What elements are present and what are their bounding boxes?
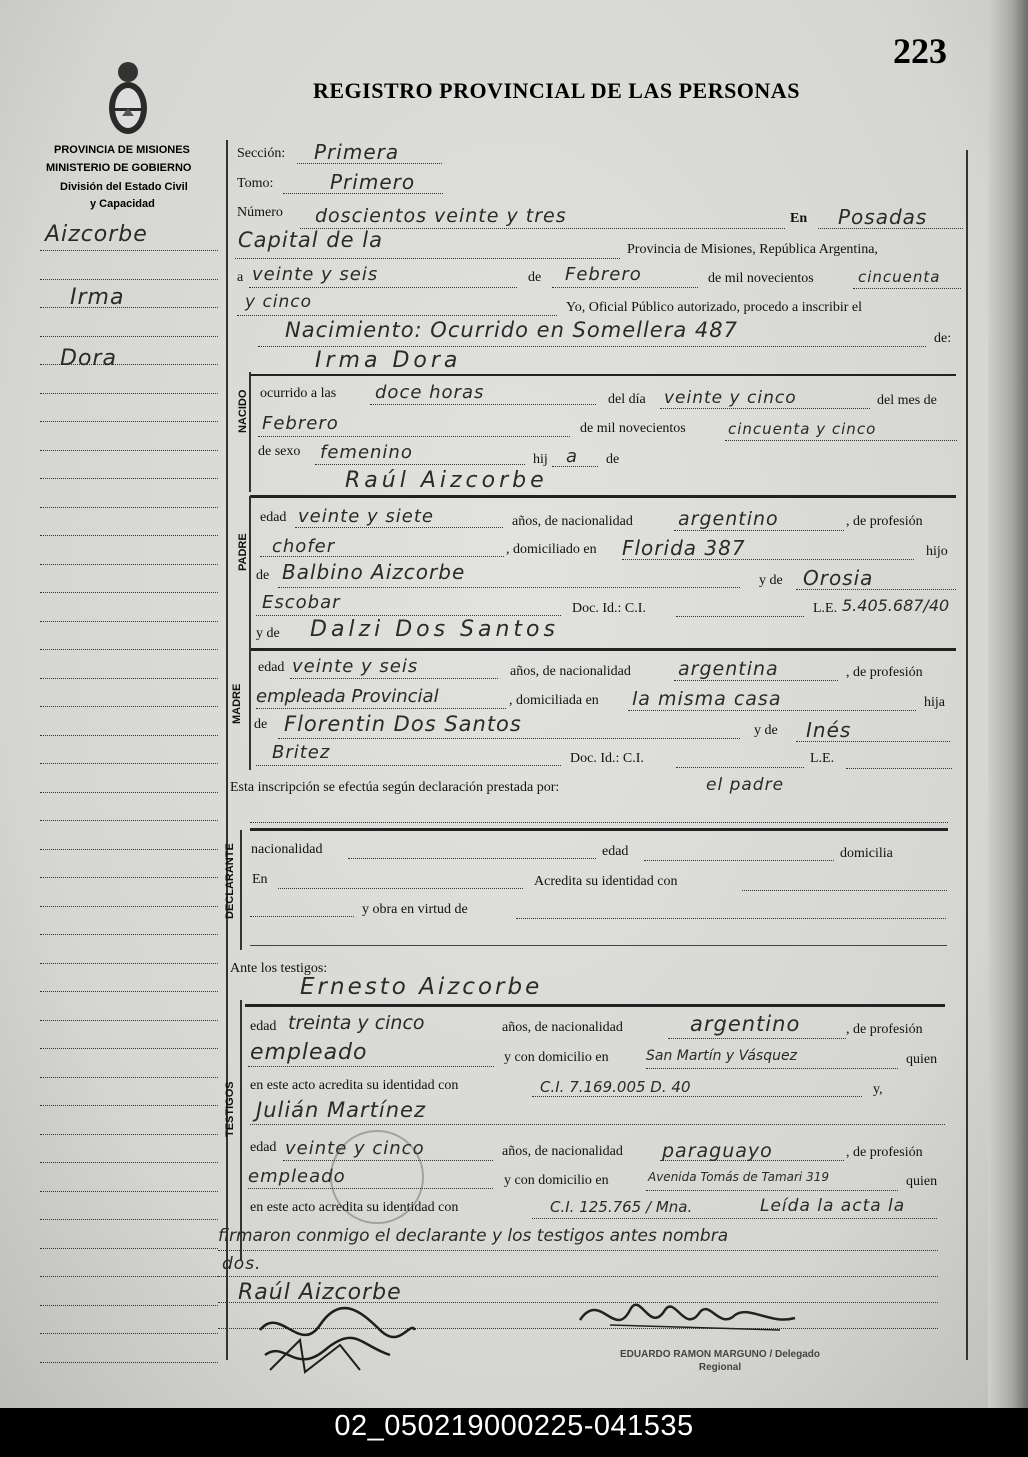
margin-ruled-line (40, 963, 218, 964)
label-de-colon: de: (934, 331, 952, 346)
line-t2-doc (532, 1218, 937, 1219)
line-padre-edad (295, 527, 503, 528)
label-provincia: Provincia de Misiones, República Argentina, (627, 242, 878, 257)
label-hijo: hijo (926, 544, 948, 559)
madre-top-rule (250, 648, 956, 651)
margin-ruled-line (40, 1362, 218, 1363)
nacido-hij: a (566, 446, 579, 467)
page-number: 223 (893, 31, 947, 71)
line-decl-a (250, 916, 354, 917)
madre-nacionalidad: argentina (678, 658, 779, 680)
margin-ruled-line (40, 450, 218, 451)
margin-ruled-line (40, 792, 218, 793)
line-madre-le (846, 768, 952, 769)
side-label-testigos: TESTIGOS (224, 1081, 236, 1137)
margin-ruled-line (40, 649, 218, 650)
line-decl-en (278, 888, 523, 889)
line-acto (258, 346, 926, 347)
line-padre-prof (260, 556, 504, 557)
label-ocurrido: ocurrido a las (260, 386, 337, 401)
line-madre-edad (290, 678, 498, 679)
agency-line-4: y Capacidad (90, 198, 155, 210)
margin-ruled-line (40, 1077, 218, 1078)
madre-madre2: Britez (272, 742, 331, 763)
line-padre-padre (278, 587, 740, 588)
label-padre-profesion: , de profesión (846, 514, 923, 529)
nacido-dia: veinte y cinco (664, 388, 797, 408)
label-seccion: Sección: (237, 146, 286, 161)
declarante-top-rule (250, 828, 948, 831)
margin-ruled-line (40, 250, 218, 251)
declarante-rule (240, 830, 242, 950)
testigo2-doc: C.I. 125.765 / Mna. (550, 1198, 693, 1216)
value-anio: cincuenta (858, 268, 941, 286)
label-decl-en: En (252, 872, 268, 887)
label-padre-yde: y de (759, 573, 783, 588)
label-madre-anios: años, de nacionalidad (510, 664, 631, 679)
nacido-top-rule (250, 374, 956, 376)
padre-madre: Orosia (803, 566, 874, 590)
line-mes (552, 287, 698, 288)
margin-first-name: Irma (70, 285, 125, 310)
label-padre-doc: Doc. Id.: C.I. (572, 601, 646, 616)
margin-surname: Aizcorbe (45, 222, 148, 247)
line-padre-dom (622, 559, 914, 560)
madre-rule (249, 620, 251, 770)
line-madre-nac (674, 680, 838, 681)
label-t2-anios: años, de nacionalidad (502, 1144, 623, 1159)
label-de-mil: de mil novecientos (708, 271, 814, 286)
line-t2-nombre (250, 1124, 945, 1125)
margin-ruled-line (40, 763, 218, 764)
margin-ruled-line (40, 421, 218, 422)
padre-top-rule (250, 495, 956, 498)
value-anio2: y cinco (245, 292, 313, 312)
label-a: a (237, 270, 244, 285)
testigo2-nacionalidad: paraguayo (662, 1140, 773, 1162)
form-left-rule (226, 140, 228, 1360)
line-nac-mes (258, 436, 570, 437)
label-madre-de: de (254, 717, 268, 732)
margin-ruled-line (40, 1162, 218, 1163)
official-signature-icon (570, 1280, 810, 1350)
padre-edad: veinte y siete (298, 506, 434, 527)
line-lugar (235, 258, 620, 259)
side-label-padre: PADRE (237, 533, 249, 571)
testigo1-nombre: Ernesto Aizcorbe (300, 974, 543, 1000)
value-acto: Nacimiento: Ocurrido en Somellera 487 (285, 318, 738, 342)
margin-ruled-line (40, 706, 218, 707)
label-t2-profesion: , de profesión (846, 1145, 923, 1160)
line-t1-dom (646, 1068, 898, 1069)
label-hija: hija (924, 695, 945, 710)
side-label-nacido: NACIDO (237, 389, 249, 433)
margin-ruled-line (40, 934, 218, 935)
value-lugar: Capital de la (238, 228, 383, 252)
line-madre-madre2 (256, 765, 561, 766)
side-label-madre: MADRE (231, 683, 243, 724)
signature-scribbles-icon (240, 1300, 430, 1380)
margin-ruled-line (40, 849, 218, 850)
padre-nacionalidad: argentino (678, 508, 779, 530)
closing-line-2: firmaron conmigo el declarante y los testigos antes nombra (218, 1226, 729, 1246)
margin-second-name: Dora (60, 346, 117, 371)
label-t2-edad: edad (250, 1140, 277, 1155)
label-padre-edad: edad (260, 510, 287, 525)
label-padre-de: de (256, 568, 270, 583)
line-padre-doc (676, 616, 804, 617)
testigo2-nombre: Julián Martínez (256, 1098, 426, 1122)
label-madre-doc: Doc. Id.: C.I. (570, 751, 644, 766)
testigos-top-rule (245, 1004, 945, 1007)
margin-ruled-line (40, 592, 218, 593)
label-decl-acredita: Acredita su identidad con (534, 874, 678, 889)
official-stamp: EDUARDO RAMON MARGUNO / Delegado Regional (620, 1349, 821, 1373)
line-hora (370, 404, 596, 405)
line-madre-doc (676, 767, 804, 768)
label-t1-profesion: , de profesión (846, 1022, 923, 1037)
label-yo: Yo, Oficial Público autorizado, procedo a inscribir el (566, 300, 863, 315)
nacido-hora: doce horas (375, 382, 485, 403)
testigo2-profesion: empleado (248, 1166, 346, 1187)
margin-ruled-line (40, 564, 218, 565)
padre-domicilio: Florida 387 (622, 536, 746, 560)
label-en: En (790, 211, 808, 226)
margin-ruled-line (40, 307, 218, 308)
margin-ruled-line (40, 877, 218, 878)
value-dia: veinte y seis (252, 264, 379, 285)
agency-line-1: PROVINCIA DE MISIONES (54, 144, 190, 156)
margin-ruled-line (40, 820, 218, 821)
testigo2-edad: veinte y cinco (285, 1138, 425, 1159)
margin-ruled-line (40, 678, 218, 679)
line-closing-3 (218, 1276, 938, 1277)
line-t1-doc (532, 1096, 862, 1097)
madre-nombre: Dalzi Dos Santos (310, 617, 559, 642)
value-mes: Febrero (565, 264, 642, 285)
margin-ruled-line (40, 1333, 218, 1334)
margin-ruled-line (40, 991, 218, 992)
value-declarante: el padre (706, 775, 785, 795)
nacido-nombre: Irma Dora (315, 348, 462, 373)
label-madre-profesion: , de profesión (846, 665, 923, 680)
line-nac-anio (725, 440, 957, 441)
label-sexo: de sexo (258, 444, 301, 459)
label-t1-y: y, (873, 1082, 883, 1097)
label-del-dia: del día (608, 392, 646, 407)
margin-ruled-line (40, 1276, 218, 1277)
label-decl-obra: y obra en virtud de (362, 902, 468, 917)
madre-edad: veinte y seis (292, 656, 419, 677)
line-closing-2 (218, 1250, 938, 1251)
line-t1-prof (248, 1066, 494, 1067)
line-t2-nac (660, 1160, 844, 1161)
margin-ruled-line (40, 279, 218, 280)
line-decl-nac (348, 858, 596, 859)
label-decl-nac: nacionalidad (251, 842, 323, 857)
label-t2-dom: y con domicilio en (504, 1173, 609, 1188)
line-sexo (315, 464, 525, 465)
margin-ruled-line (40, 1305, 218, 1306)
label-madre-dom: , domiciliada en (509, 693, 599, 708)
padre-madre2: Escobar (262, 592, 341, 613)
testigos-rule (240, 1000, 242, 1260)
nacido-sexo: femenino (320, 442, 413, 463)
label-decl-domicilia: domicilia (840, 846, 893, 861)
margin-ruled-line (40, 906, 218, 907)
margin-ruled-line (40, 507, 218, 508)
padre-rule (249, 496, 251, 620)
value-tomo: Primero (330, 170, 416, 194)
label-madre-yde: y de (256, 626, 280, 641)
margin-ruled-line (40, 535, 218, 536)
nacido-anio: cincuenta y cinco (728, 420, 877, 438)
value-seccion: Primera (314, 140, 400, 164)
padre-le: 5.405.687/40 (842, 596, 950, 615)
label-hij: hij (533, 452, 548, 467)
agency-line-3: División del Estado Civil (60, 181, 188, 193)
label-del-mes: del mes de (877, 393, 937, 408)
label-t2-quien: quien (906, 1174, 938, 1189)
label-hij-de: de (606, 452, 620, 467)
form-right-rule (966, 150, 968, 1360)
signature-1: Raúl Aizcorbe (238, 1280, 402, 1305)
margin-ruled-line (40, 1134, 218, 1135)
margin-ruled-line (40, 1105, 218, 1106)
testigo1-doc: C.I. 7.169.005 D. 40 (540, 1078, 691, 1096)
margin-ruled-line (40, 1248, 218, 1249)
seal-stamp-icon (330, 1130, 424, 1224)
margin-ruled-line (40, 1219, 218, 1220)
line-decl-edad (644, 860, 834, 861)
madre-padre: Florentin Dos Santos (284, 712, 522, 736)
agency-line-2: MINISTERIO DE GOBIERNO (46, 162, 192, 174)
madre-domicilio: la misma casa (632, 688, 782, 710)
testigo1-profesion: empleado (250, 1040, 368, 1065)
line-hij (552, 466, 598, 467)
margin-ruled-line (40, 1191, 218, 1192)
line-t1-nac (668, 1038, 846, 1039)
testigo1-edad: treinta y cinco (288, 1012, 425, 1034)
madre-madre: Inés (806, 718, 852, 742)
line-declarante-name (250, 822, 948, 823)
testigo2-domicilio: Avenida Tomás de Tamari 319 (648, 1170, 829, 1184)
line-madre-prof (256, 708, 506, 709)
line-t2-dom (646, 1190, 898, 1191)
padre-padre: Balbino Aizcorbe (282, 560, 466, 584)
margin-ruled-line (40, 336, 218, 337)
value-numero: doscientos veinte y tres (315, 205, 567, 227)
label-madre-yde2: y de (754, 723, 778, 738)
margin-ruled-line (40, 478, 218, 479)
label-t1-edad: edad (250, 1019, 277, 1034)
line-decl-obra (516, 918, 946, 919)
label-madre-edad: edad (258, 660, 285, 675)
label-mil-nov: de mil novecientos (580, 421, 686, 436)
label-numero: Número (237, 205, 283, 220)
nacido-mes: Febrero (262, 413, 339, 434)
line-madre-dom (628, 710, 916, 711)
closing-line-1: Leída la acta la (760, 1196, 906, 1216)
label-declaracion: Esta inscripción se efectúa según declaración prestada por: (230, 780, 560, 795)
value-en: Posadas (838, 205, 928, 229)
label-t1-anios: años, de nacionalidad (502, 1020, 623, 1035)
padre-profesion: chofer (272, 536, 336, 557)
margin-ruled-line (40, 621, 218, 622)
margin-ruled-line (40, 1020, 218, 1021)
line-padre-madre2 (256, 615, 561, 616)
label-padre-le: L.E. (813, 601, 838, 616)
label-t1-dom: y con domicilio en (504, 1050, 609, 1065)
nacido-rule (249, 372, 251, 492)
label-tomo: Tomo: (237, 176, 274, 191)
line-madre-madre (796, 741, 950, 742)
madre-profesion: empleada Provincial (256, 686, 439, 707)
side-label-declarante: DECLARANTE (224, 843, 236, 919)
line-madre-padre (278, 738, 740, 739)
closing-line-3: dos. (222, 1254, 262, 1274)
testigo1-nacionalidad: argentino (690, 1012, 801, 1036)
label-padre-anios: años, de nacionalidad (512, 514, 633, 529)
file-code: 02_050219000225-041535 (334, 1410, 694, 1442)
page-title: REGISTRO PROVINCIAL DE LAS PERSONAS (313, 78, 800, 103)
label-t1-acto: en este acto acredita su identidad con (250, 1078, 459, 1093)
label-decl-edad: edad (602, 844, 629, 859)
line-anio (853, 288, 961, 289)
coat-of-arms-icon (104, 58, 152, 140)
label-madre-le: L.E. (810, 751, 835, 766)
margin-ruled-line (40, 735, 218, 736)
line-decl-end (250, 945, 947, 946)
line-decl-acr (742, 890, 947, 891)
margin-ruled-line (40, 1048, 218, 1049)
margin-ruled-line (40, 393, 218, 394)
label-ante: Ante los testigos: (230, 961, 328, 976)
padre-nombre: Raúl Aizcorbe (345, 468, 548, 493)
line-padre-nac (674, 530, 844, 531)
line-anio2 (237, 315, 557, 316)
testigo1-domicilio: San Martín y Vásquez (646, 1048, 797, 1064)
label-t2-acto: en este acto acredita su identidad con (250, 1200, 459, 1215)
label-t1-quien: quien (906, 1052, 938, 1067)
label-de-mes: de (528, 270, 542, 285)
book-binding-edge (988, 0, 1028, 1408)
line-dia (249, 287, 517, 288)
line-padre-madre (796, 589, 956, 590)
label-padre-dom: , domiciliado en (506, 542, 597, 557)
line-nac-dia (660, 408, 870, 409)
